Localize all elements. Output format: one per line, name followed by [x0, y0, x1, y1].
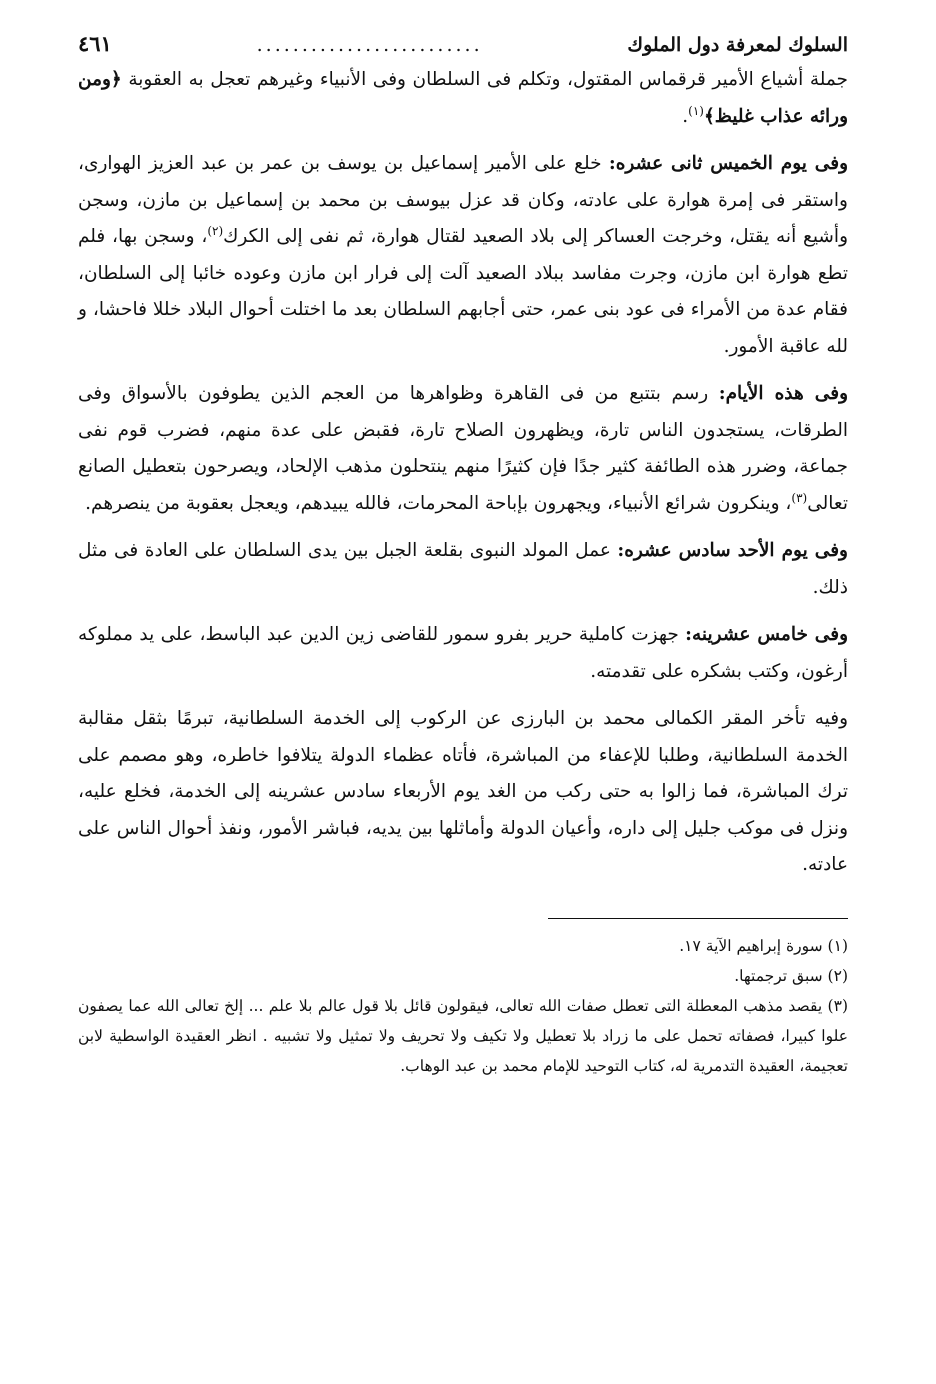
header-leader-dots: ......................... — [256, 34, 483, 56]
footnote-divider — [548, 918, 848, 919]
paragraph — [78, 376, 848, 522]
footnote: (١) سورة إبراهيم الآية ١٧. — [679, 936, 848, 955]
paragraph — [78, 617, 848, 690]
page-number: ٤٦١ — [78, 31, 112, 56]
paragraph — [78, 701, 848, 884]
footnote-ref: (٢) — [207, 223, 224, 238]
paragraph-date-heading: وفى خامس عشرينه: — [685, 624, 849, 645]
paragraph-date-heading: وفى هذه الأيام: — [718, 383, 849, 404]
main-text — [78, 62, 848, 884]
paragraph — [78, 146, 848, 365]
quran-quote: ﴿ومن ورائه عذاب غليظ﴾ — [78, 69, 848, 127]
running-header — [78, 26, 848, 62]
paragraph-tail: ، وينكرون شرائع الأنبياء، ويجهرون بإباحة المحرمات، فالله يبيدهم، ويعجل بعقوبة من ينصرهم. — [85, 492, 792, 514]
paragraph — [78, 533, 848, 606]
paragraph-text: وفيه تأخر المقر الكمالى محمد بن البارزى عن الركوب إلى الخدمة السلطانية، تبرمًا بثقل مقالبة الخدمة السلطانية، وطلبا للإعفاء من المباشرة، فأتاه عظماء الدولة يتلافوا خاطره، وهو مصمم على ترك المباشرة، فما زالوا به حتى ركب من الغد يوم الأربعاء سادس عشرينه إلى الخدمة، فخلع عليه، ونزل فى موكب جليل إلى داره، وأعيان الدولة وأماثلها بين يديه، فباشر الأمور، ونفذ أحوال الناس على عادته. — [78, 708, 848, 875]
paragraph-tail: . — [682, 105, 689, 127]
paragraph-text: رسم بتتبع من فى القاهرة وظواهرها من العجم الذين يطوفون بالأسواق وفى الطرقات، يستجدون الناس تارة، ويظهرون الصلاح تارة، فقبض على عدة منهم، فضرب قوم نفى جماعة، وضرر هذه الطائفة كثير جدًا فإن كثيرًا منهم ينتحلون مذهب الإلحاد، ويصرحون بتعطيل الصانع تعالى — [78, 383, 848, 514]
footnote-ref: (٣) — [791, 490, 808, 505]
paragraph-tail: ، وسجن بها، فلم تطع هوارة ابن مازن، وجرت مفاسد ببلاد الصعيد آلت إلى فرار ابن مازن وعوده خائبا إلى السلطان، فقام عدة من الأمراء فى عود بنى عمر، حتى أجابهم السلطان بعد ما اختلت أحوال البلاد خللا فاحشا، و لله عاقبة الأمور. — [78, 226, 848, 357]
footnote: (٢) سبق ترجمتها. — [734, 966, 848, 985]
book-page — [78, 26, 848, 1356]
paragraph-text: جهزت كاملية حرير بفرو سمور للقاضى زين الدين عبد الباسط، على يد مملوكه أرغون، وكتب بشكره على تقدمته. — [78, 624, 848, 682]
footnotes — [78, 931, 848, 1081]
paragraph-date-heading: وفى يوم الخميس ثانى عشره: — [608, 153, 849, 174]
footnote-ref: (١) — [688, 103, 704, 118]
footnote: (٣) يقصد مذهب المعطلة التى تعطل صفات الله تعالى، فيقولون قائل بلا قول عالم بلا علم ... إلخ تعالى الله عما يصفون علوا كبيرا، فصفاته تحمل على ما زراد بلا تعطيل ولا تكيف ولا تحريف ولا تمثيل ولا تشبيه . انظر العقيدة الواسطية لابن تعجيمة، العقيدة التدمرية له، كتاب التوحيد للإمام محمد بن عبد الوهاب. — [78, 996, 848, 1075]
book-title: السلوك لمعرفة دول الملوك — [627, 34, 848, 56]
paragraph-date-heading: وفى يوم الأحد سادس عشره: — [617, 540, 848, 561]
paragraph-text: عمل المولد النبوى بقلعة الجبل بين يدى السلطان على العادة فى مثل ذلك. — [78, 540, 848, 598]
paragraph — [78, 62, 848, 135]
paragraph-text: خلع على الأمير إسماعيل بن يوسف بن عمر بن عبد العزيز الهوارى، واستقر فى إمرة هوارة على عادته، وكان قد عزل بيوسف بن محمد بن إسماعيل بن مازن، وسجن وأشيع أنه يقتل، وخرجت العساكر إلى بلاد الصعيد لقتال هوارة، ثم نفى إلى الكرك — [78, 153, 849, 247]
paragraph-text: جملة أشياع الأمير قرقماس المقتول، وتكلم فى السلطان وفى الأنبياء وغيرهم تعجل به العقوبة — [121, 69, 848, 90]
